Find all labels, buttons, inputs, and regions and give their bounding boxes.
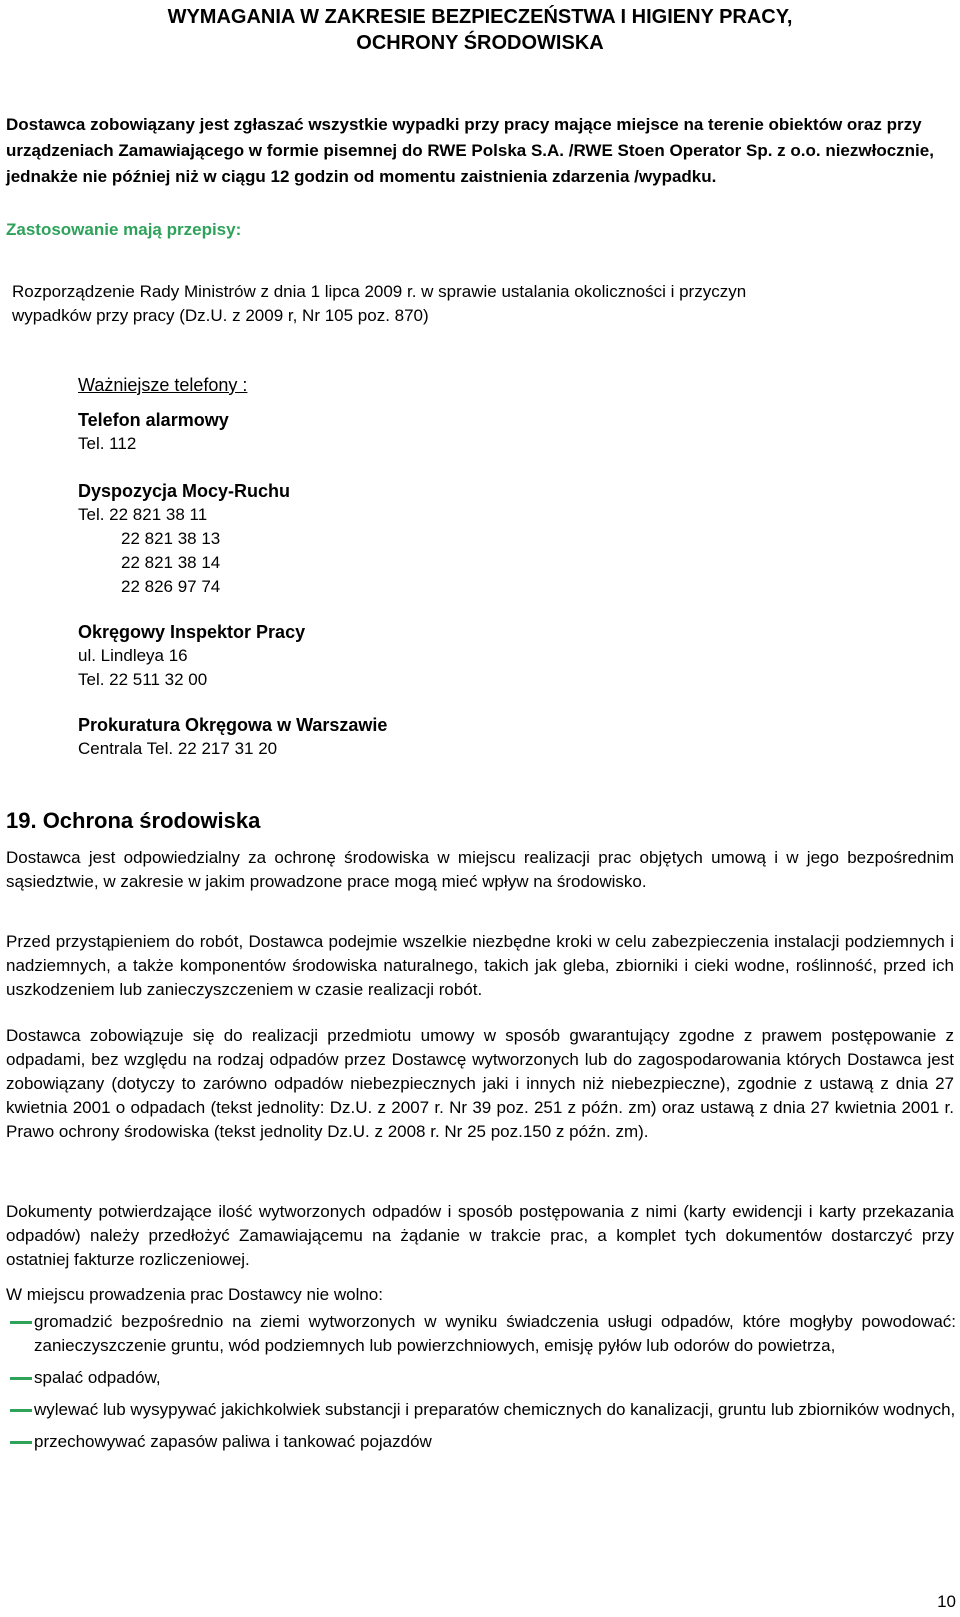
list-item: przechowywać zapasów paliwa i tankować pojazdów (6, 1430, 956, 1454)
dispatch-title: Dyspozycja Mocy-Ruchu (78, 481, 291, 501)
alarm-phone-number: Tel. 112 (78, 434, 137, 453)
regulations-heading: Zastosowanie mają przepisy: (6, 220, 242, 239)
page-number: 10 (937, 1592, 956, 1611)
dash-bullet-icon (10, 1321, 32, 1324)
inspector-phone: Tel. 22 511 32 00 (78, 670, 208, 689)
prosecutor-block (78, 713, 387, 761)
list-item: wylewać lub wysypywać jakichkolwiek substancji i preparatów chemicznych do kanalizacji, gruntu lub zbiorników wodnych, (6, 1398, 956, 1422)
dispatch-phone-4: 22 826 97 74 (121, 577, 221, 596)
inspector-title: Okręgowy Inspektor Pracy (78, 622, 306, 642)
alarm-phone-block (78, 408, 229, 456)
accident-notice: Dostawca zobowiązany jest zgłaszać wszystkie wypadki przy pracy mające miejsce na terenie obiektów oraz przy urządzeniach Zamawiającego w formie pisemnej do RWE Polska S.A. /RWE Stoen Operator Sp. z o.o. niezwłocznie, jednakże nie później niż w ciągu 12 godzin od momentu zaistnienia zdarzenia /wypadku. (6, 115, 934, 186)
phones-heading (78, 373, 247, 398)
dash-bullet-icon (10, 1441, 32, 1444)
dash-bullet-icon (10, 1377, 32, 1380)
paragraph-documents: Dokumenty potwierdzające ilość wytworzonych odpadów i sposób postępowania z nimi (karty ewidencji i karty przekazania odpadów) należy przedłożyć Zamawiającemu na żądanie w trakcie prac, a komplet tych dokumentów dostarczyć przy ostatniej fakturze rozliczeniowej. (6, 1202, 954, 1269)
list-item: spalać odpadów, (6, 1366, 956, 1390)
dispatch-phone-2: 22 821 38 13 (121, 529, 221, 548)
prosecutor-phone: Centrala Tel. 22 217 31 20 (78, 739, 278, 758)
inspector-address: ul. Lindleya 16 (78, 646, 188, 665)
paragraph-protection: Przed przystąpieniem do robót, Dostawca podejmie wszelkie niezbędne kroki w celu zabezpieczenia instalacji podziemnych i nadziemnych, a także komponentów środowiska naturalnego, takich jak gleba, zbiorniki i cieki wodne, roślinność, przed ich uszkodzeniem lub zanieczyszczeniem w czasie realizacji robót. (6, 932, 954, 999)
paragraph-responsibility: Dostawca jest odpowiedzialny za ochronę środowiska w miejscu realizacji prac objętych umową i w jego bezpośrednim sąsiedztwie, w zakresie w jakim prowadzone prace mogą mieć wpływ na środowisko. (6, 848, 954, 891)
inspector-block (78, 620, 305, 692)
phones-heading-text: Ważniejsze telefony : (78, 375, 248, 395)
dispatch-phone-3: 22 821 38 14 (121, 553, 221, 572)
regulation-line-2: wypadków przy pracy (Dz.U. z 2009 r, Nr 105 poz. 870) (12, 306, 429, 325)
document-title-line2: OCHRONY ŚRODOWISKA (356, 32, 604, 54)
prohibitions-intro: W miejscu prowadzenia prac Dostawcy nie wolno: (6, 1285, 383, 1304)
dispatch-block (78, 479, 290, 599)
alarm-phone-title: Telefon alarmowy (78, 410, 229, 430)
section-heading: 19. Ochrona środowiska (6, 808, 261, 833)
dash-bullet-icon (10, 1409, 32, 1412)
paragraph-waste-law: Dostawca zobowiązuje się do realizacji przedmiotu umowy w sposób gwarantujący zgodne z prawem postępowanie z odpadami, bez względu na rodzaj odpadów przez Dostawcę wytworzonych lub do zagospodarowania których Dostawca jest zobowiązany (dotyczy to zarówno odpadów niebezpiecznych jaki i innych niż niebezpieczne), zgodnie z ustawą z dnia 27 kwietnia 2001 o odpadach (tekst jednolity: Dz.U. z 2007 r. Nr 39 poz. 251 z późn. zm) oraz ustawą z dnia 27 kwietnia 2001 r. Prawo ochrony środowiska (tekst jednolity Dz.U. z 2008 r. Nr 25 poz.150 z późn. zm). (6, 1026, 954, 1141)
prosecutor-title: Prokuratura Okręgowa w Warszawie (78, 715, 388, 735)
prohibitions-list (6, 1310, 956, 1462)
dispatch-phone-1: Tel. 22 821 38 11 (78, 505, 208, 524)
regulation-line-1: Rozporządzenie Rady Ministrów z dnia 1 lipca 2009 r. w sprawie ustalania okoliczności i przyczyn (12, 282, 747, 301)
document-title-line1: WYMAGANIA W ZAKRESIE BEZPIECZEŃSTWA I HIGIENY PRACY, (167, 6, 793, 28)
list-item: gromadzić bezpośrednio na ziemi wytworzonych w wyniku świadczenia usługi odpadów, które mogłyby powodować: zanieczyszczenie gruntu, wód podziemnych lub powierzchniowych, emisję pyłów lub odorów do powietrza, (6, 1310, 956, 1358)
